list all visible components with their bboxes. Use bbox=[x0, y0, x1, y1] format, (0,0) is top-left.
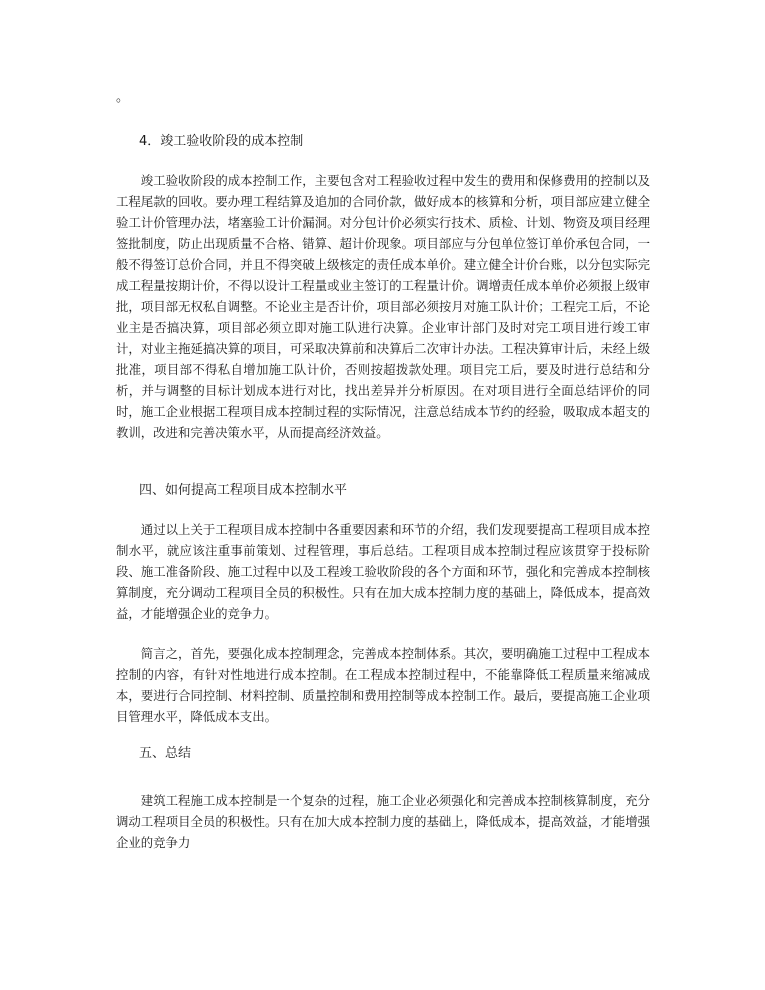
section-five-paragraph: 建筑工程施工成本控制是一个复杂的过程，施工企业必须强化和完善成本控制核算制度，充分调动工程项目全员的积极性。只有在加大成本控制力度的基础上，降低成本，提高效益，才能增强企业的竞争力 bbox=[116, 793, 650, 850]
section-4-paragraph: 竣工验收阶段的成本控制工作，主要包含对工程验收过程中发生的费用和保修费用的控制以及工程尾款的回收。要办理工程结算及追加的合同价款，做好成本的核算和分析，项目部应建立健全验工计价管理办法，堵塞验工计价漏洞。对分包计价必须实行技术、质检、计划、物资及项目经理签批制度，防止出现质量不合格、错算、超计价现象。项目部应与分包单位签订单价承包合同，一般不得签订总价合同，并且不得突破上级核定的责任成本单价。建立健全计价台账，以分包实际完成工程量按期计价，不得以设计工程量或业主签订的工程量计价。调增责任成本单价必须报上级审批，项目部无权私自调整。不论业主是否计价，项目部必须按月对施工队计价；工程完工后，不论业主是否搞决算，项目部必须立即对施工队进行决算。企业审计部门及时对完工项目进行竣工审计，对业主拖延搞决算的项目，可采取决算前和决算后二次审计办法。工程决算审计后，未经上级批准，项目部不得私自增加施工队计价，否则按超拨款处理。项目完工后，要及时进行总结和分析，并与调整的目标计划成本进行对比，找出差异并分析原因。在对项目进行全面总结评价的同时，施工企业根据工程项目成本控制过程的实际情况，注意总结成本节约的经验，吸取成本超支的教训，改进和完善决策水平，从而提高经济效益。 bbox=[116, 173, 650, 440]
section-four-paragraph-2: 简言之，首先，要强化成本控制理念，完善成本控制体系。其次，要明确施工过程中工程成本控制的内容，有针对性地进行成本控制。在工程成本控制过程中，不能靠降低工程质量来缩减成本，要进行合同控制、材料控制、质量控制和费用控制等成本控制工作。最后，要提高施工企业项目管理水平，降低成本支出。 bbox=[116, 646, 650, 724]
lead-punctuation: 。 bbox=[116, 90, 130, 105]
section-five-heading: 五、总结 bbox=[139, 746, 192, 761]
section-four-heading: 四、如何提高工程项目成本控制水平 bbox=[139, 483, 348, 498]
section-4-heading: 4．竣工验收阶段的成本控制 bbox=[139, 134, 304, 149]
section-four-paragraph-1: 通过以上关于工程项目成本控制中各重要因素和环节的介绍，我们发现要提高工程项目成本控制水平，就应该注重事前策划、过程管理，事后总结。工程项目成本控制过程应该贯穿于投标阶段、施工准备阶段、施工过程中以及工程竣工验收阶段的各个方面和环节，强化和完善成本控制核算制度，充分调动工程项目全员的积极性。只有在加大成本控制力度的基础上，降低成本，提高效益，才能增强企业的竞争力。 bbox=[116, 522, 650, 621]
